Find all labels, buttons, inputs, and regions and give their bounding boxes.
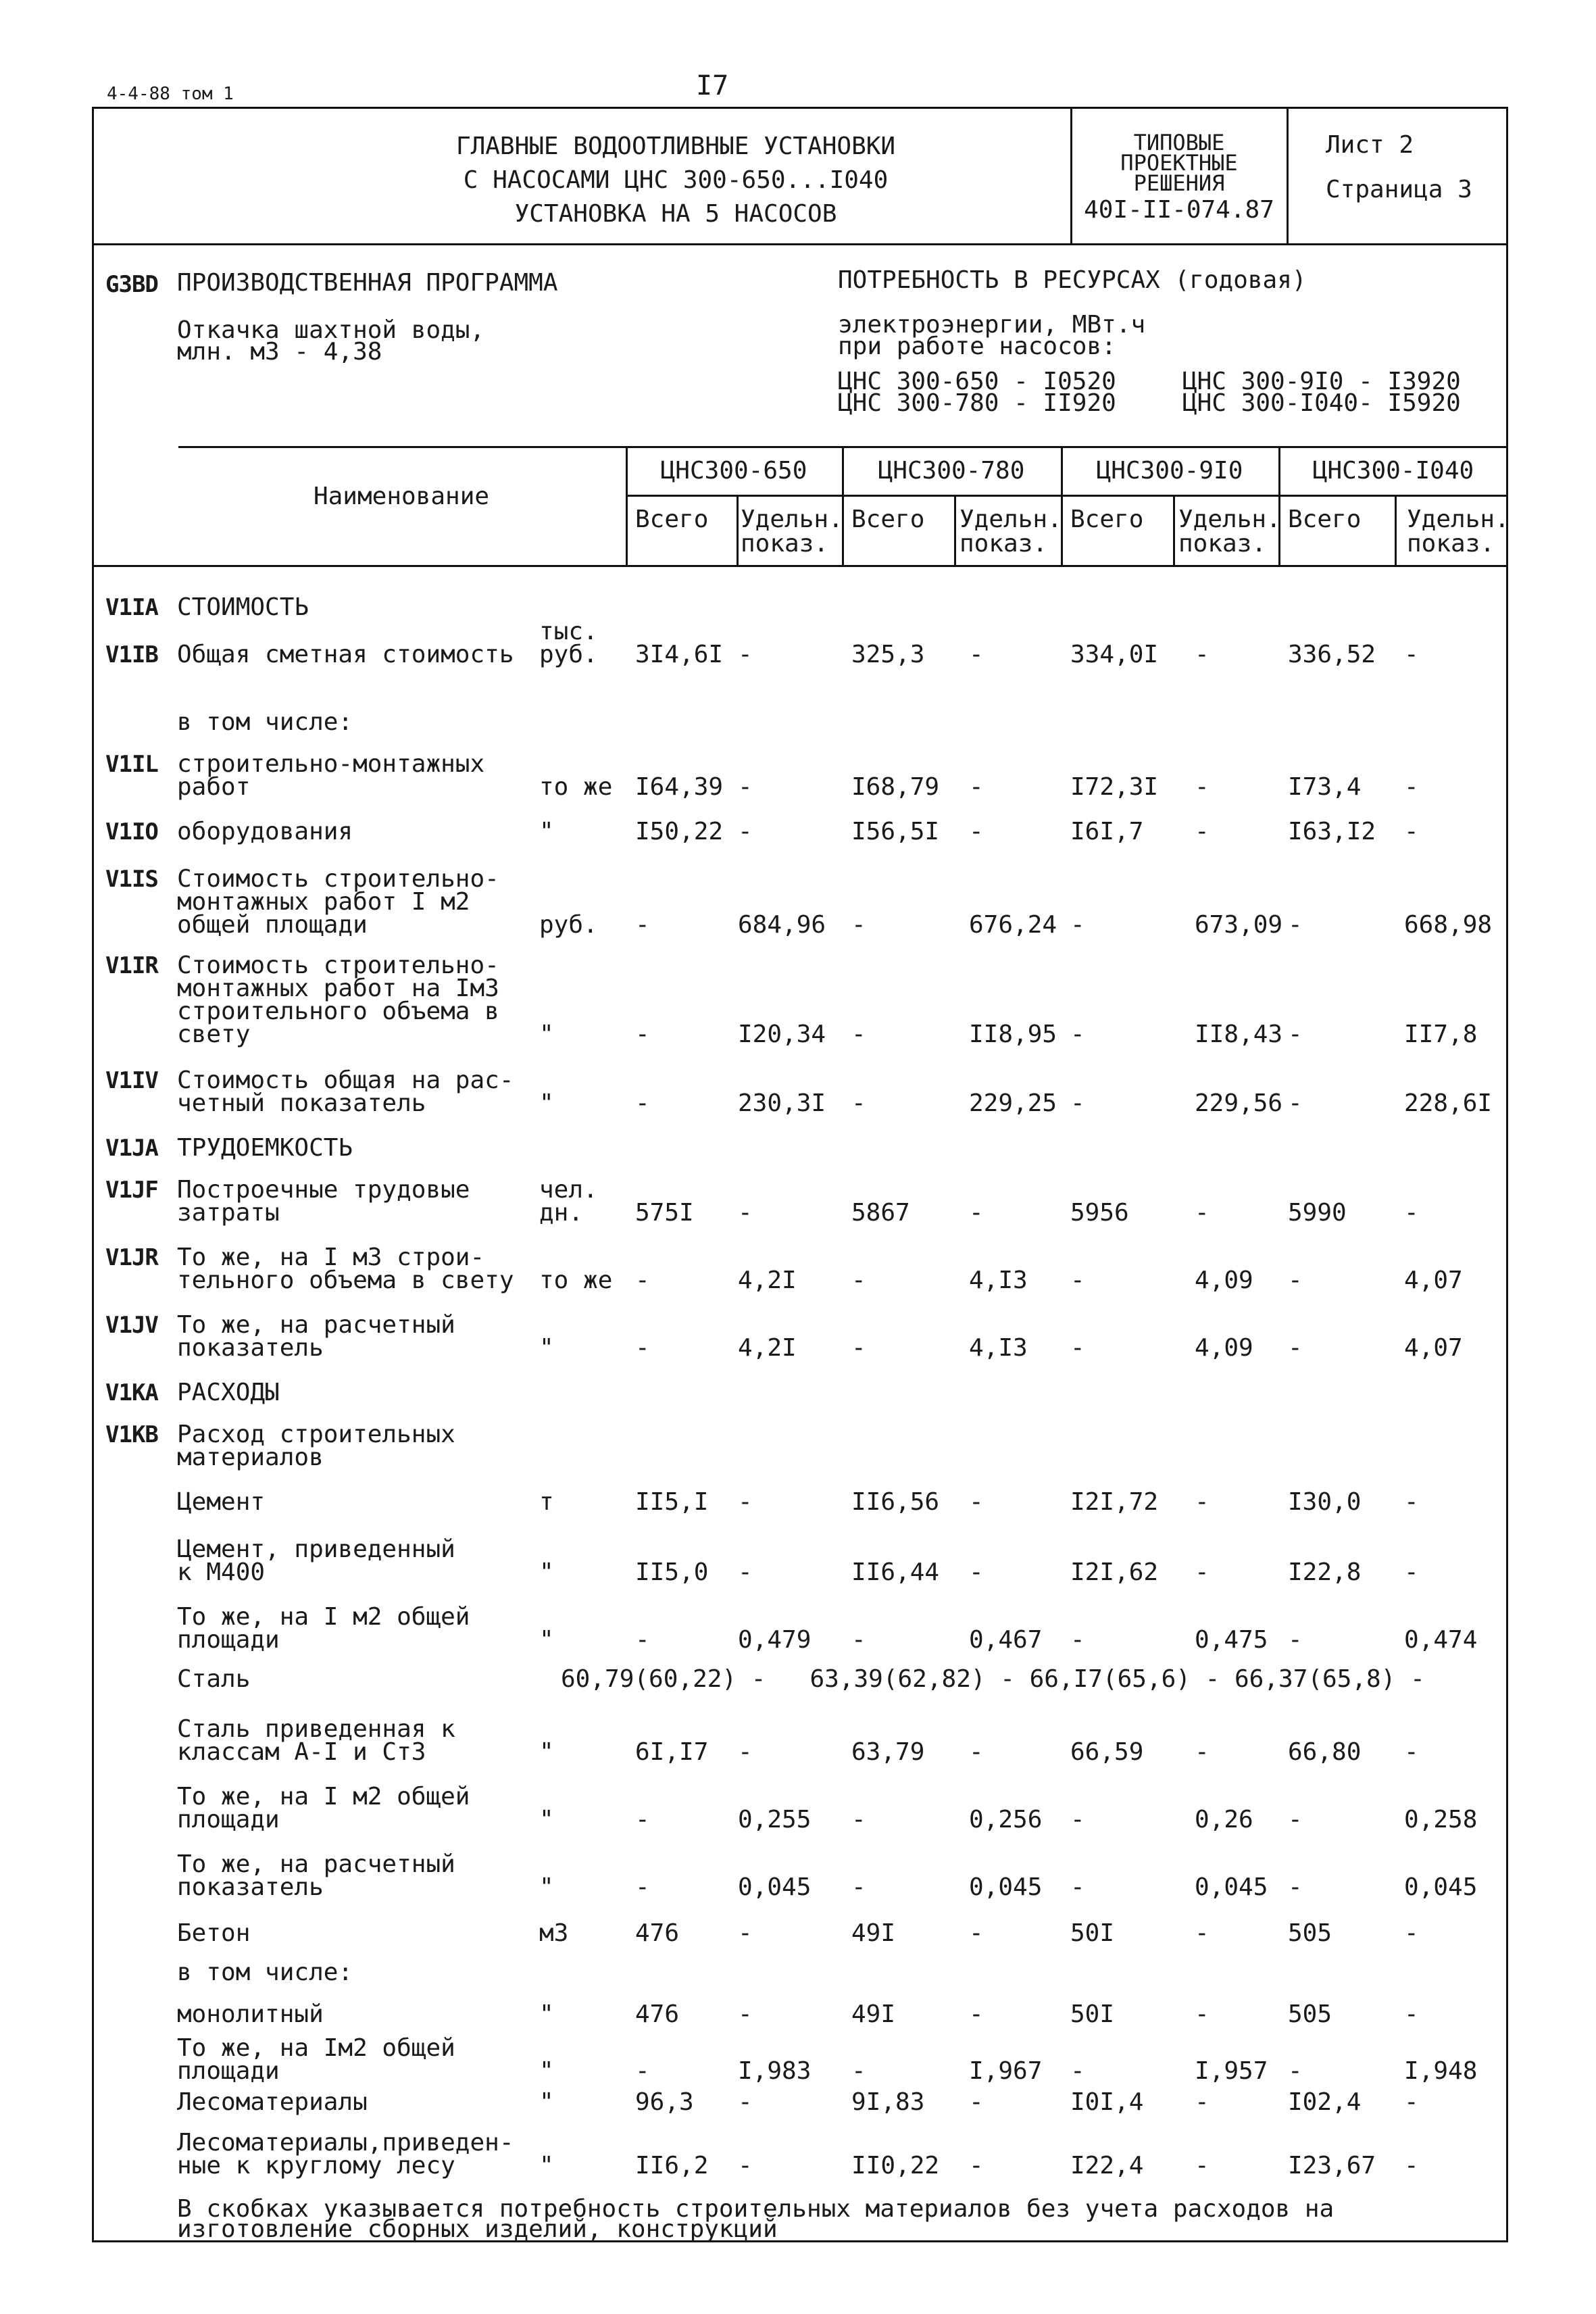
row-value: - (635, 2057, 650, 2085)
footnote-line-2: изготовление сборных изделий, конструкций (177, 2215, 778, 2243)
row-value: I56,5I (851, 818, 940, 845)
row-name: Лесоматериалы (177, 2088, 368, 2116)
page-label: Страница 3 (1326, 176, 1472, 203)
row-name: Лесоматериалы,приведен- (177, 2129, 514, 2157)
header-total-1: Всего (635, 506, 709, 533)
row-value: - (1288, 2057, 1303, 2085)
header-pump-3: ЦНС300-9I0 (1096, 457, 1243, 485)
row-value: 230,3I (738, 1089, 826, 1117)
row-name: в том числе: (177, 708, 353, 736)
row-value: I73,4 (1288, 773, 1362, 801)
row-value: I,948 (1404, 2057, 1478, 2085)
row-name: РАСХОДЫ (177, 1379, 280, 1406)
row-value: I30,0 (1288, 1488, 1362, 1516)
row-name: монтажных работ I м2 (177, 888, 470, 916)
row-value: I0I,4 (1070, 2088, 1144, 2116)
row-name: ТРУДОЕМКОСТЬ (177, 1134, 353, 1162)
row-value: - (1404, 1919, 1419, 1947)
row-value: - (1070, 1626, 1085, 1654)
title-divider-1 (1070, 107, 1072, 245)
title-divider-2 (1287, 107, 1289, 245)
type-line-3: РЕШЕНИЯ (1133, 170, 1225, 196)
row-value: - (1288, 1873, 1303, 1901)
row-name: То же, на расчетный (177, 1311, 455, 1339)
row-value: 4,07 (1404, 1334, 1463, 1362)
row-name: Бетон (177, 1919, 251, 1947)
row-value: 4,09 (1195, 1266, 1253, 1294)
row-value: - (969, 1488, 984, 1516)
row-value: - (635, 1334, 650, 1362)
row-value: 50I (1070, 2000, 1115, 2028)
row-value: 228,6I (1404, 1089, 1493, 1117)
row-value: - (1070, 1020, 1085, 1048)
row-value: - (1195, 2152, 1210, 2180)
row-name: Стоимость строительно- (177, 865, 499, 893)
row-value: - (738, 2088, 753, 2116)
row-value: 0,045 (738, 1873, 812, 1901)
row-value: 96,3 (635, 2088, 694, 2116)
row-value: 5990 (1288, 1199, 1347, 1227)
row-value: 575I (635, 1199, 694, 1227)
row-name: Построечные трудовые (177, 1176, 470, 1204)
row-wide-values: 60,79(60,22) - 63,39(62,82) - 66,I7(65,6) - 66,37(65,8) - (561, 1665, 1425, 1693)
row-unit: " (539, 1738, 554, 1766)
row-value: I2I,72 (1070, 1488, 1159, 1516)
row-value: 9I,83 (851, 2088, 925, 2116)
row-value: - (1195, 641, 1210, 668)
row-value: 5956 (1070, 1199, 1129, 1227)
row-name: площади (177, 1626, 280, 1654)
row-value: 4,2I (738, 1266, 797, 1294)
row-name: затраты (177, 1199, 280, 1227)
row-value: 325,3 (851, 641, 925, 668)
row-unit: " (539, 2152, 554, 2180)
row-value: - (1404, 818, 1419, 845)
row-value: 4,07 (1404, 1266, 1463, 1294)
row-value: 4,2I (738, 1334, 797, 1362)
row-unit: " (539, 818, 554, 845)
row-value: - (738, 2000, 753, 2028)
row-value: I23,67 (1288, 2152, 1376, 2180)
row-value: - (1404, 641, 1419, 668)
header-pump-2: ЦНС300-780 (878, 457, 1025, 485)
row-value: 4,09 (1195, 1334, 1253, 1362)
row-code: V1IA (105, 594, 158, 621)
header-spec-4: Удельн. (1407, 506, 1510, 533)
row-name: То же, на I м3 строи- (177, 1244, 485, 1271)
row-code: V1JA (105, 1135, 158, 1162)
row-value: - (969, 1738, 984, 1766)
row-value: - (1070, 1334, 1085, 1362)
row-name: тельного объема в свету (177, 1266, 514, 1294)
row-value: - (851, 1020, 866, 1048)
row-value: - (969, 1558, 984, 1586)
row-value: - (1070, 1089, 1085, 1117)
row-value: II8,43 (1195, 1020, 1283, 1048)
col-line-4b (1395, 495, 1397, 566)
row-value: - (1070, 1873, 1085, 1901)
row-value: - (1404, 1488, 1419, 1516)
row-name: классам А-I и Ст3 (177, 1738, 426, 1766)
row-value: - (969, 1919, 984, 1947)
header-name: Наименование (313, 483, 490, 510)
row-unit: дн. (539, 1199, 584, 1227)
row-value: II5,0 (635, 1558, 709, 1586)
row-value: - (969, 641, 984, 668)
row-value: I2I,62 (1070, 1558, 1159, 1586)
header-pump-4: ЦНС300-I040 (1312, 457, 1474, 485)
title-line-1: ГЛАВНЫЕ ВОДООТЛИВНЫЕ УСТАНОВКИ (455, 132, 896, 160)
row-unit: то же (539, 1266, 613, 1294)
row-code: V1IR (105, 952, 158, 979)
row-unit: чел. (539, 1176, 598, 1204)
row-unit: " (539, 2057, 554, 2085)
row-value: 5867 (851, 1199, 910, 1227)
row-value: - (969, 2000, 984, 2028)
row-name: монтажных работ на Iм3 (177, 975, 499, 1002)
row-value: 0,475 (1195, 1626, 1268, 1654)
row-value: - (1070, 2057, 1085, 2085)
row-value: II0,22 (851, 2152, 940, 2180)
resources-pump-2: ЦНС 300-780 - II920 (838, 389, 1116, 417)
row-value: 0,045 (1195, 1873, 1268, 1901)
row-value: - (1195, 2000, 1210, 2028)
row-value: I,957 (1195, 2057, 1268, 2085)
row-value: II6,2 (635, 2152, 709, 2180)
row-value: II6,44 (851, 1558, 940, 1586)
row-unit: руб. (539, 911, 598, 939)
row-value: - (635, 1873, 650, 1901)
header-total-4: Всего (1288, 506, 1362, 533)
header-spec-b-2: показ. (959, 530, 1048, 558)
type-line-1: ТИПОВЫЕ (1133, 130, 1225, 155)
row-value: 66,80 (1288, 1738, 1362, 1766)
row-name: материалов (177, 1444, 324, 1471)
resources-pump-4: ЦНС 300-I040- I5920 (1182, 389, 1461, 417)
row-value: - (635, 1626, 650, 1654)
row-value: II8,95 (969, 1020, 1057, 1048)
row-code: V1JF (105, 1177, 158, 1204)
row-value: 4,I3 (969, 1266, 1028, 1294)
row-name: ные к круглому лесу (177, 2152, 455, 2180)
row-value: - (738, 1558, 753, 1586)
row-value: - (738, 1738, 753, 1766)
row-value: - (738, 641, 753, 668)
row-unit: т (539, 1488, 554, 1516)
row-unit: то же (539, 773, 613, 801)
row-unit: " (539, 2088, 554, 2116)
row-value: - (851, 1266, 866, 1294)
row-value: - (1288, 1806, 1303, 1833)
row-value: - (851, 1873, 866, 1901)
table-header-bottom-line (92, 565, 1508, 567)
program-line-2: млн. м3 - 4,38 (177, 338, 382, 366)
row-unit: " (539, 1558, 554, 1586)
row-value: 673,09 (1195, 911, 1283, 939)
program-line-1: Откачка шахтной воды, (177, 316, 485, 344)
row-value: I02,4 (1288, 2088, 1362, 2116)
row-name: площади (177, 1806, 280, 1833)
row-value: II5,I (635, 1488, 709, 1516)
row-value: - (1404, 2152, 1419, 2180)
page-number: I7 (696, 70, 729, 101)
row-value: - (1404, 773, 1419, 801)
row-unit: " (539, 1089, 554, 1117)
header-total-2: Всего (851, 506, 925, 533)
row-value: - (851, 1334, 866, 1362)
row-unit: " (539, 1020, 554, 1048)
row-code: V1JR (105, 1244, 158, 1271)
row-value: - (851, 1626, 866, 1654)
row-name: работ (177, 773, 251, 801)
row-value: - (969, 2088, 984, 2116)
row-value: - (1404, 1558, 1419, 1586)
row-value: - (1288, 1334, 1303, 1362)
header-total-3: Всего (1070, 506, 1144, 533)
row-value: 668,98 (1404, 911, 1493, 939)
row-value: 0,258 (1404, 1806, 1478, 1833)
row-value: I22,4 (1070, 2152, 1144, 2180)
header-spec-1: Удельн. (741, 506, 843, 533)
row-name: Стоимость общая на рас- (177, 1066, 514, 1094)
title-block-divider (92, 243, 1508, 245)
footnote-line-1: В скобках указывается потребность строительных материалов без учета расходов на (177, 2195, 1335, 2223)
header-spec-3: Удельн. (1178, 506, 1281, 533)
row-value: - (1195, 1738, 1210, 1766)
header-spec-2: Удельн. (959, 506, 1062, 533)
row-value: 0,045 (969, 1873, 1043, 1901)
row-value: - (738, 1199, 753, 1227)
row-name: к М400 (177, 1558, 266, 1586)
row-code: V1KA (105, 1379, 158, 1406)
row-value: 0,256 (969, 1806, 1043, 1833)
row-value: - (1404, 2088, 1419, 2116)
row-value: 50I (1070, 1919, 1115, 1947)
row-name: То же, на расчетный (177, 1850, 455, 1878)
row-unit: " (539, 1334, 554, 1362)
row-value: - (1070, 1266, 1085, 1294)
row-name: оборудования (177, 818, 353, 845)
table-header-mid-line (626, 495, 1508, 497)
row-value: - (635, 1089, 650, 1117)
row-value: I64,39 (635, 773, 724, 801)
row-value: - (738, 818, 753, 845)
row-value: - (1404, 2000, 1419, 2028)
row-value: 4,I3 (969, 1334, 1028, 1362)
row-name: строительного объема в (177, 998, 499, 1025)
row-name: в том числе: (177, 1959, 353, 1986)
resources-line-2: при работе насосов: (838, 333, 1116, 360)
header-spec-b-3: показ. (1178, 530, 1267, 558)
row-value: - (1288, 911, 1303, 939)
row-name: свету (177, 1020, 251, 1048)
row-value: - (851, 1806, 866, 1833)
row-value: - (635, 911, 650, 939)
row-unit: руб. (539, 641, 598, 668)
row-value: - (969, 773, 984, 801)
row-value: - (851, 1089, 866, 1117)
row-value: 3I4,6I (635, 641, 724, 668)
resources-heading: ПОТРЕБНОСТЬ В РЕСУРСАХ (годовая) (838, 266, 1307, 294)
row-value: - (969, 818, 984, 845)
doc-reference: 4-4-88 том 1 (107, 84, 234, 104)
row-value: I72,3I (1070, 773, 1159, 801)
row-value: 505 (1288, 2000, 1332, 2028)
row-value: - (969, 1199, 984, 1227)
row-value: 676,24 (969, 911, 1057, 939)
row-code: V1IO (105, 818, 158, 845)
row-name: Цемент, приведенный (177, 1535, 455, 1563)
type-project-number: 40I-II-074.87 (1084, 196, 1274, 224)
row-value: - (851, 2057, 866, 2085)
row-value: - (851, 911, 866, 939)
row-name: Общая сметная стоимость (177, 641, 514, 668)
row-value: 334,0I (1070, 641, 1159, 668)
row-value: 0,045 (1404, 1873, 1478, 1901)
row-value: - (1195, 1558, 1210, 1586)
row-value: 0,467 (969, 1626, 1043, 1654)
row-code: V1IL (105, 751, 158, 778)
col-line-1b (737, 495, 739, 566)
program-heading: ПРОИЗВОДСТВЕННАЯ ПРОГРАММА (177, 269, 558, 297)
row-value: 0,255 (738, 1806, 812, 1833)
row-name: монолитный (177, 2000, 324, 2028)
row-value: I20,34 (738, 1020, 826, 1048)
row-code: V1KB (105, 1421, 158, 1448)
row-value: 336,52 (1288, 641, 1376, 668)
row-value: 63,79 (851, 1738, 925, 1766)
row-name: Расход строительных (177, 1421, 455, 1448)
row-value: 66,59 (1070, 1738, 1144, 1766)
row-value: - (635, 1020, 650, 1048)
header-pump-1: ЦНС300-650 (660, 457, 807, 485)
row-name: показатель (177, 1334, 324, 1362)
row-name: четный показатель (177, 1089, 426, 1117)
row-value: - (1404, 1738, 1419, 1766)
row-value: - (738, 2152, 753, 2180)
row-value: - (1288, 1266, 1303, 1294)
row-value: 229,25 (969, 1089, 1057, 1117)
row-value: 476 (635, 1919, 680, 1947)
row-value: 0,26 (1195, 1806, 1253, 1833)
sheet-number: Лист 2 (1326, 131, 1414, 159)
row-unit: тыс. (539, 618, 598, 645)
row-unit: " (539, 2000, 554, 2028)
row-value: 505 (1288, 1919, 1332, 1947)
row-value: - (1288, 1626, 1303, 1654)
row-unit: м3 (539, 1919, 569, 1947)
program-code: G3BD (105, 271, 158, 298)
row-name: строительно-монтажных (177, 750, 485, 778)
row-code: V1IB (105, 641, 158, 668)
row-value: I,983 (738, 2057, 812, 2085)
row-value: 476 (635, 2000, 680, 2028)
row-name: То же, на I м2 общей (177, 1783, 470, 1811)
row-unit: " (539, 1873, 554, 1901)
row-value: - (635, 1266, 650, 1294)
row-value: 49I (851, 1919, 896, 1947)
row-value: I50,22 (635, 818, 724, 845)
row-value: - (1404, 1199, 1419, 1227)
row-value: II7,8 (1404, 1020, 1478, 1048)
row-value: - (1195, 818, 1210, 845)
row-value: 684,96 (738, 911, 826, 939)
col-line-2b (954, 495, 956, 566)
row-unit: " (539, 1626, 554, 1654)
row-code: V1IV (105, 1067, 158, 1094)
row-value: - (969, 2152, 984, 2180)
row-value: 0,479 (738, 1626, 812, 1654)
row-name: общей площади (177, 911, 368, 939)
row-value: I63,I2 (1288, 818, 1376, 845)
title-line-3: УСТАНОВКА НА 5 НАСОСОВ (514, 200, 837, 228)
col-line-3b (1173, 495, 1175, 566)
row-name: Сталь приведенная к (177, 1715, 455, 1743)
row-value: I6I,7 (1070, 818, 1144, 845)
resources-line-1: электроэнергии, МВт.ч (838, 311, 1146, 339)
row-name: показатель (177, 1873, 324, 1901)
resources-pump-3: ЦНС 300-9I0 - I3920 (1182, 368, 1461, 395)
row-name: СТОИМОСТЬ (177, 593, 309, 621)
row-value: - (1288, 1020, 1303, 1048)
type-line-2: ПРОЕКТНЫЕ (1120, 150, 1238, 176)
row-value: 0,474 (1404, 1626, 1478, 1654)
row-value: - (738, 1488, 753, 1516)
row-value: 6I,I7 (635, 1738, 709, 1766)
row-value: I68,79 (851, 773, 940, 801)
row-value: - (1195, 773, 1210, 801)
row-value: - (1070, 911, 1085, 939)
row-value: - (738, 1919, 753, 1947)
row-value: 229,56 (1195, 1089, 1283, 1117)
row-value: - (1195, 1488, 1210, 1516)
row-name: Стоимость строительно- (177, 952, 499, 979)
row-value: - (738, 773, 753, 801)
row-value: I,967 (969, 2057, 1043, 2085)
row-name: Сталь (177, 1665, 251, 1693)
row-value: - (1195, 2088, 1210, 2116)
row-code: V1JV (105, 1312, 158, 1339)
row-value: II6,56 (851, 1488, 940, 1516)
row-value: 49I (851, 2000, 896, 2028)
row-name: То же, на Iм2 общей (177, 2034, 455, 2062)
title-line-2: С НАСОСАМИ ЦНС 300-650...I040 (463, 166, 889, 194)
header-spec-b-4: показ. (1407, 530, 1495, 558)
row-value: - (1070, 1806, 1085, 1833)
row-value: - (635, 1806, 650, 1833)
row-value: I22,8 (1288, 1558, 1362, 1586)
row-name: площади (177, 2057, 280, 2085)
row-unit: " (539, 1806, 554, 1833)
row-name: То же, на I м2 общей (177, 1603, 470, 1631)
resources-pump-1: ЦНС 300-650 - I0520 (838, 368, 1116, 395)
header-spec-b-1: показ. (741, 530, 829, 558)
row-value: - (1195, 1919, 1210, 1947)
row-name: Цемент (177, 1488, 266, 1516)
row-code: V1IS (105, 866, 158, 893)
row-value: - (1195, 1199, 1210, 1227)
row-value: - (1288, 1089, 1303, 1117)
